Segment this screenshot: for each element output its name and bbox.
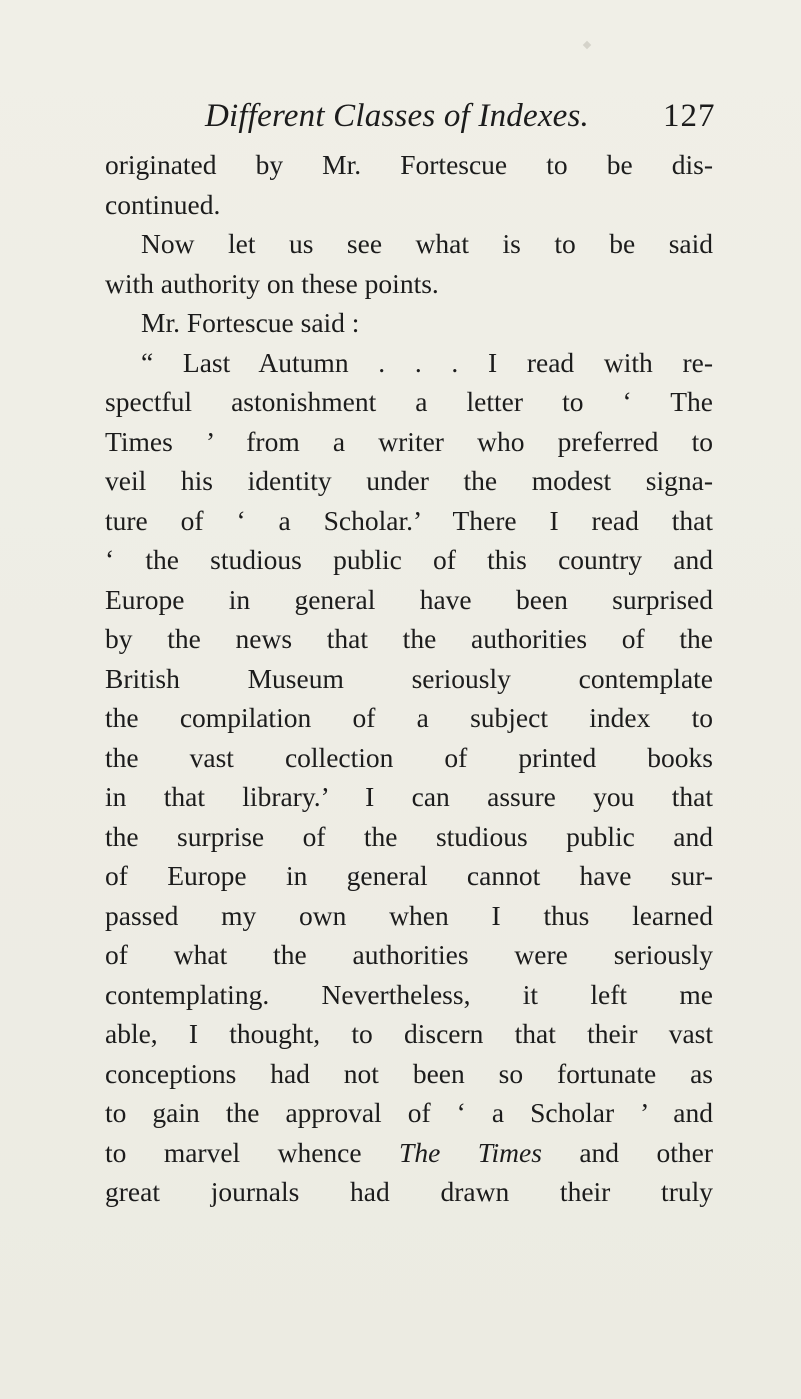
- text-line-with-italic: [105, 1133, 713, 1173]
- text-line: ture of ‘ a Scholar.’ There I read that: [105, 504, 713, 536]
- text-line: by the news that the authorities of the: [105, 623, 713, 654]
- italic-title: The Times: [399, 1136, 542, 1168]
- page-number: 127: [663, 98, 716, 134]
- text-line: originated by Mr. Fortescue to be dis-: [105, 149, 713, 180]
- text-line: passed my own when I thus learned: [105, 899, 713, 931]
- text-line: ‘ the studious public of this country and: [105, 544, 713, 575]
- text-line: the vast collection of printed books: [105, 741, 713, 773]
- text-line: conceptions had not been so fortunate as: [105, 1057, 713, 1089]
- text-line: of Europe in general cannot have sur-: [105, 860, 713, 891]
- text-line: the surprise of the studious public and: [105, 820, 713, 852]
- text-line: the compilation of a subject index to: [105, 702, 713, 733]
- text-line: Now let us see what is to be said: [141, 228, 713, 259]
- text-segment: and other: [541, 1136, 713, 1168]
- text-line: Times ’ from a writer who preferred to: [105, 425, 713, 457]
- paper-speck: [583, 41, 591, 49]
- text-line: contemplating. Nevertheless, it left me: [105, 978, 713, 1010]
- running-head: Different Classes of Indexes.: [204, 98, 590, 134]
- text-line: in that library.’ I can assure you that: [105, 781, 713, 812]
- text-line: spectful astonishment a letter to ‘ The: [105, 386, 713, 417]
- page-header: [0, 98, 801, 142]
- text-line: great journals had drawn their truly: [105, 1176, 713, 1207]
- text-line: veil his identity under the modest signa-: [105, 465, 713, 496]
- text-line: with authority on these points.: [105, 267, 439, 299]
- text-line: British Museum seriously contemplate: [105, 662, 713, 694]
- text-line: Europe in general have been surprised: [105, 583, 713, 615]
- text-segment: to marvel whence: [105, 1136, 400, 1168]
- text-line: continued.: [105, 188, 221, 220]
- text-line: able, I thought, to discern that their vast: [105, 1018, 713, 1049]
- text-line: to gain the approval of ‘ a Scholar ’ and: [105, 1097, 713, 1128]
- body-text: [105, 145, 713, 1212]
- text-line: “ Last Autumn . . . I read with re-: [141, 346, 713, 378]
- text-line: Mr. Fortescue said :: [141, 307, 360, 338]
- text-line: of what the authorities were seriously: [105, 939, 713, 970]
